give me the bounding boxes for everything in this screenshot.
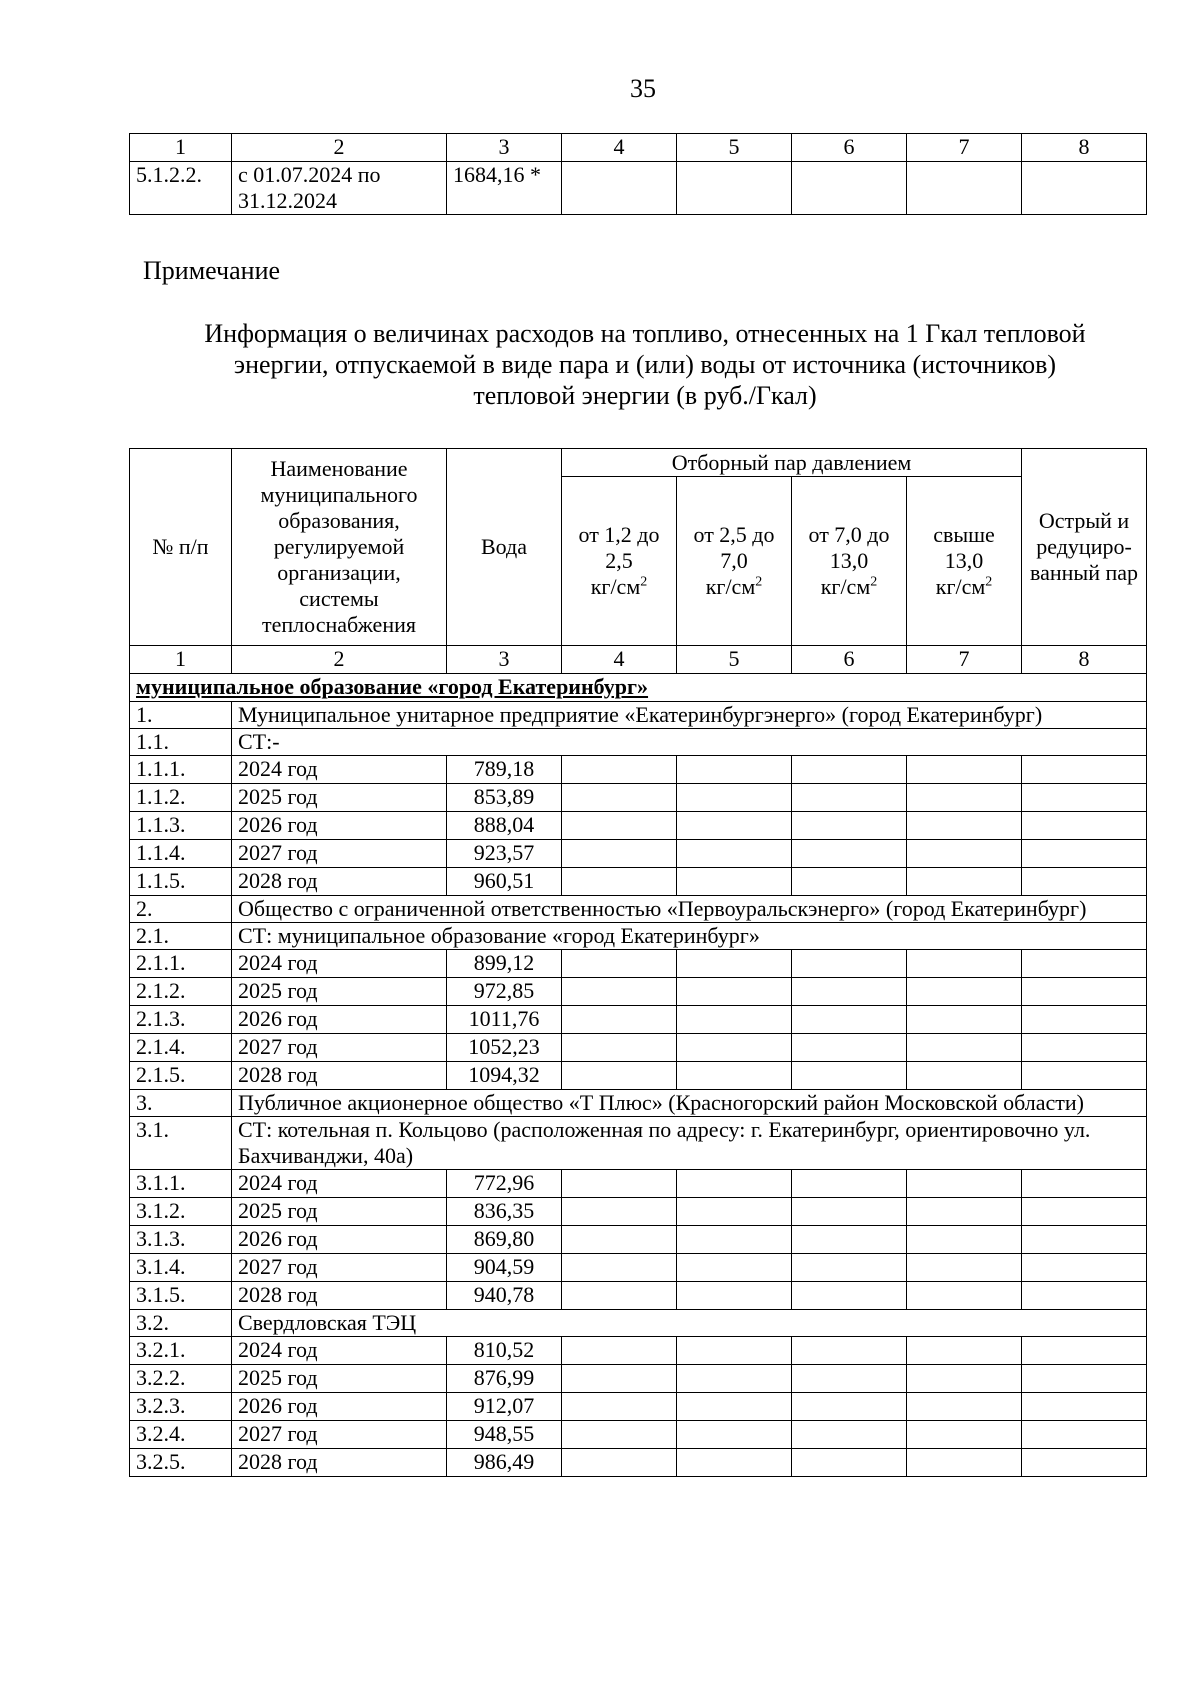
pressure-range: от 1,2 до 2,5 <box>578 522 660 573</box>
year-cell: 2026 год <box>232 1006 447 1034</box>
row-id: 1.1.3. <box>130 812 232 840</box>
pressure-range: свыше 13,0 <box>933 522 995 573</box>
water-value: 948,55 <box>447 1421 562 1449</box>
col-number: 4 <box>562 646 677 674</box>
col-number: 3 <box>447 646 562 674</box>
row-id: 3. <box>130 1090 232 1117</box>
row-id: 3.2.1. <box>130 1337 232 1365</box>
col-number: 2 <box>232 134 447 162</box>
year-cell: 2024 год <box>232 756 447 784</box>
period-line2: 31.12.2024 <box>238 188 337 213</box>
row-id: 3.2.2. <box>130 1365 232 1393</box>
group-name: Общество с ограниченной ответственностью «Первоуральскэнерго» (город Екатеринбург) <box>232 896 1147 923</box>
year-cell: 2028 год <box>232 1449 447 1477</box>
row-id: 2.1.5. <box>130 1062 232 1090</box>
row-id: 2. <box>130 896 232 923</box>
value-cell: 1684,16 * <box>447 162 562 215</box>
year-cell: 2025 год <box>232 1365 447 1393</box>
info-title-line: Информация о величинах расходов на топливо, отнесенных на 1 Гкал тепловой <box>204 319 1086 348</box>
row-id: 1.1.1. <box>130 756 232 784</box>
table-row <box>130 868 1147 896</box>
year-cell: 2026 год <box>232 812 447 840</box>
unit-superscript: 2 <box>870 574 878 590</box>
water-value: 1094,32 <box>447 1062 562 1090</box>
water-value: 810,52 <box>447 1337 562 1365</box>
col-number: 3 <box>447 134 562 162</box>
table-row <box>130 1365 1147 1393</box>
header-pressure-2 <box>677 477 792 646</box>
pressure-range: от 7,0 до 13,0 <box>808 522 890 573</box>
year-cell: 2028 год <box>232 1062 447 1090</box>
header-pressure-4 <box>907 477 1022 646</box>
row-id: 3.2.5. <box>130 1449 232 1477</box>
pressure-unit: кг/см <box>590 574 641 599</box>
year-cell: 2024 год <box>232 950 447 978</box>
year-cell: 2024 год <box>232 1337 447 1365</box>
row-id: 5.1.2.2. <box>130 162 232 215</box>
col-number: 1 <box>130 646 232 674</box>
section-title: муниципальное образование «город Екатеринбург» <box>130 674 1147 702</box>
table-row <box>130 978 1147 1006</box>
header-num: № п/п <box>130 449 232 646</box>
group-name: СТ: муниципальное образование «город Екатеринбург» <box>232 923 1147 950</box>
pressure-unit: кг/см <box>820 574 871 599</box>
group-row <box>130 702 1147 729</box>
col-number: 5 <box>677 646 792 674</box>
info-title <box>150 318 1140 411</box>
table-row <box>130 1254 1147 1282</box>
table-row <box>130 1393 1147 1421</box>
water-value: 876,99 <box>447 1365 562 1393</box>
year-cell: 2028 год <box>232 1282 447 1310</box>
row-id: 2.1.1. <box>130 950 232 978</box>
water-value: 836,35 <box>447 1198 562 1226</box>
year-cell: 2026 год <box>232 1226 447 1254</box>
water-value: 960,51 <box>447 868 562 896</box>
water-value: 923,57 <box>447 840 562 868</box>
row-id: 2.1.2. <box>130 978 232 1006</box>
table-row <box>130 1062 1147 1090</box>
group-row <box>130 729 1147 756</box>
pressure-unit: кг/см <box>935 574 986 599</box>
water-value: 912,07 <box>447 1393 562 1421</box>
header-sharp-steam: Острый и редуциро-ванный пар <box>1022 449 1147 646</box>
row-id: 2.1. <box>130 923 232 950</box>
group-name: Публичное акционерное общество «Т Плюс» (Красногорский район Московской области) <box>232 1090 1147 1117</box>
water-value: 888,04 <box>447 812 562 840</box>
table-row <box>130 1198 1147 1226</box>
group-name: СТ:- <box>232 729 1147 756</box>
col-number: 4 <box>562 134 677 162</box>
row-id: 3.1.5. <box>130 1282 232 1310</box>
table-row <box>130 1226 1147 1254</box>
water-value: 904,59 <box>447 1254 562 1282</box>
data-body <box>130 702 1147 1477</box>
table-row <box>130 840 1147 868</box>
row-id: 3.1. <box>130 1117 232 1170</box>
fuel-cost-table <box>129 448 1147 1477</box>
pressure-unit: кг/см <box>705 574 756 599</box>
group-row <box>130 923 1147 950</box>
year-cell: 2025 год <box>232 1198 447 1226</box>
year-cell: 2027 год <box>232 1421 447 1449</box>
info-title-line: энергии, отпускаемой в виде пара и (или) воды от источника (источников) <box>233 350 1057 379</box>
group-row <box>130 896 1147 923</box>
unit-superscript: 2 <box>640 574 648 590</box>
col-number: 6 <box>792 646 907 674</box>
row-id: 1.1.2. <box>130 784 232 812</box>
pressure-range: от 2,5 до 7,0 <box>693 522 775 573</box>
row-id: 1.1. <box>130 729 232 756</box>
row-id: 1. <box>130 702 232 729</box>
group-name: Муниципальное унитарное предприятие «Екатеринбургэнерго» (город Екатеринбург) <box>232 702 1147 729</box>
continuation-table <box>129 133 1147 215</box>
header-name: Наименование муниципального образования, регулируемой организации, системы теплоснабжения <box>232 449 447 646</box>
year-cell: 2025 год <box>232 978 447 1006</box>
col-number: 6 <box>792 134 907 162</box>
year-cell: 2024 год <box>232 1170 447 1198</box>
group-name: Свердловская ТЭЦ <box>232 1310 1147 1337</box>
year-cell: 2027 год <box>232 840 447 868</box>
table-row <box>130 1337 1147 1365</box>
year-cell: 2027 год <box>232 1254 447 1282</box>
col-number: 8 <box>1022 646 1147 674</box>
table-row <box>130 1170 1147 1198</box>
water-value: 972,85 <box>447 978 562 1006</box>
table-row <box>130 1421 1147 1449</box>
row-id: 3.2.3. <box>130 1393 232 1421</box>
table-row <box>130 784 1147 812</box>
group-row <box>130 1117 1147 1170</box>
group-row <box>130 1310 1147 1337</box>
row-id: 1.1.5. <box>130 868 232 896</box>
column-number-row <box>130 134 1147 162</box>
table-row <box>130 162 1147 215</box>
col-number: 8 <box>1022 134 1147 162</box>
note-label: Примечание <box>143 256 281 285</box>
row-id: 3.1.1. <box>130 1170 232 1198</box>
water-value: 1011,76 <box>447 1006 562 1034</box>
column-number-row <box>130 646 1147 674</box>
water-value: 853,89 <box>447 784 562 812</box>
group-row <box>130 1090 1147 1117</box>
row-id: 3.1.4. <box>130 1254 232 1282</box>
water-value: 986,49 <box>447 1449 562 1477</box>
year-cell: 2025 год <box>232 784 447 812</box>
header-row <box>130 449 1147 477</box>
table-row <box>130 1034 1147 1062</box>
header-pressure-3 <box>792 477 907 646</box>
row-id: 2.1.4. <box>130 1034 232 1062</box>
row-id: 3.2.4. <box>130 1421 232 1449</box>
table-row <box>130 1006 1147 1034</box>
table-row <box>130 812 1147 840</box>
water-value: 899,12 <box>447 950 562 978</box>
year-cell: 2028 год <box>232 868 447 896</box>
unit-superscript: 2 <box>755 574 763 590</box>
group-name: СТ: котельная п. Кольцово (расположенная по адресу: г. Екатеринбург, ориентировочно ул. Бахчиванджи, 40а) <box>232 1117 1147 1170</box>
col-number: 5 <box>677 134 792 162</box>
header-water: Вода <box>447 449 562 646</box>
table-row <box>130 1449 1147 1477</box>
water-value: 772,96 <box>447 1170 562 1198</box>
section-row <box>130 674 1147 702</box>
period-cell <box>232 162 447 215</box>
water-value: 940,78 <box>447 1282 562 1310</box>
col-number: 1 <box>130 134 232 162</box>
year-cell: 2027 год <box>232 1034 447 1062</box>
col-number: 2 <box>232 646 447 674</box>
row-id: 3.1.2. <box>130 1198 232 1226</box>
unit-superscript: 2 <box>985 574 993 590</box>
row-id: 1.1.4. <box>130 840 232 868</box>
water-value: 869,80 <box>447 1226 562 1254</box>
row-id: 3.1.3. <box>130 1226 232 1254</box>
row-id: 3.2. <box>130 1310 232 1337</box>
header-pressure-1 <box>562 477 677 646</box>
year-cell: 2026 год <box>232 1393 447 1421</box>
page-number: 35 <box>630 74 656 103</box>
col-number: 7 <box>907 134 1022 162</box>
table-row <box>130 950 1147 978</box>
water-value: 1052,23 <box>447 1034 562 1062</box>
water-value: 789,18 <box>447 756 562 784</box>
table-row <box>130 1282 1147 1310</box>
period-line1: с 01.07.2024 по <box>238 162 381 187</box>
table-row <box>130 756 1147 784</box>
info-title-line: тепловой энергии (в руб./Гкал) <box>473 381 817 410</box>
col-number: 7 <box>907 646 1022 674</box>
header-steam-group: Отборный пар давлением <box>562 449 1022 477</box>
row-id: 2.1.3. <box>130 1006 232 1034</box>
